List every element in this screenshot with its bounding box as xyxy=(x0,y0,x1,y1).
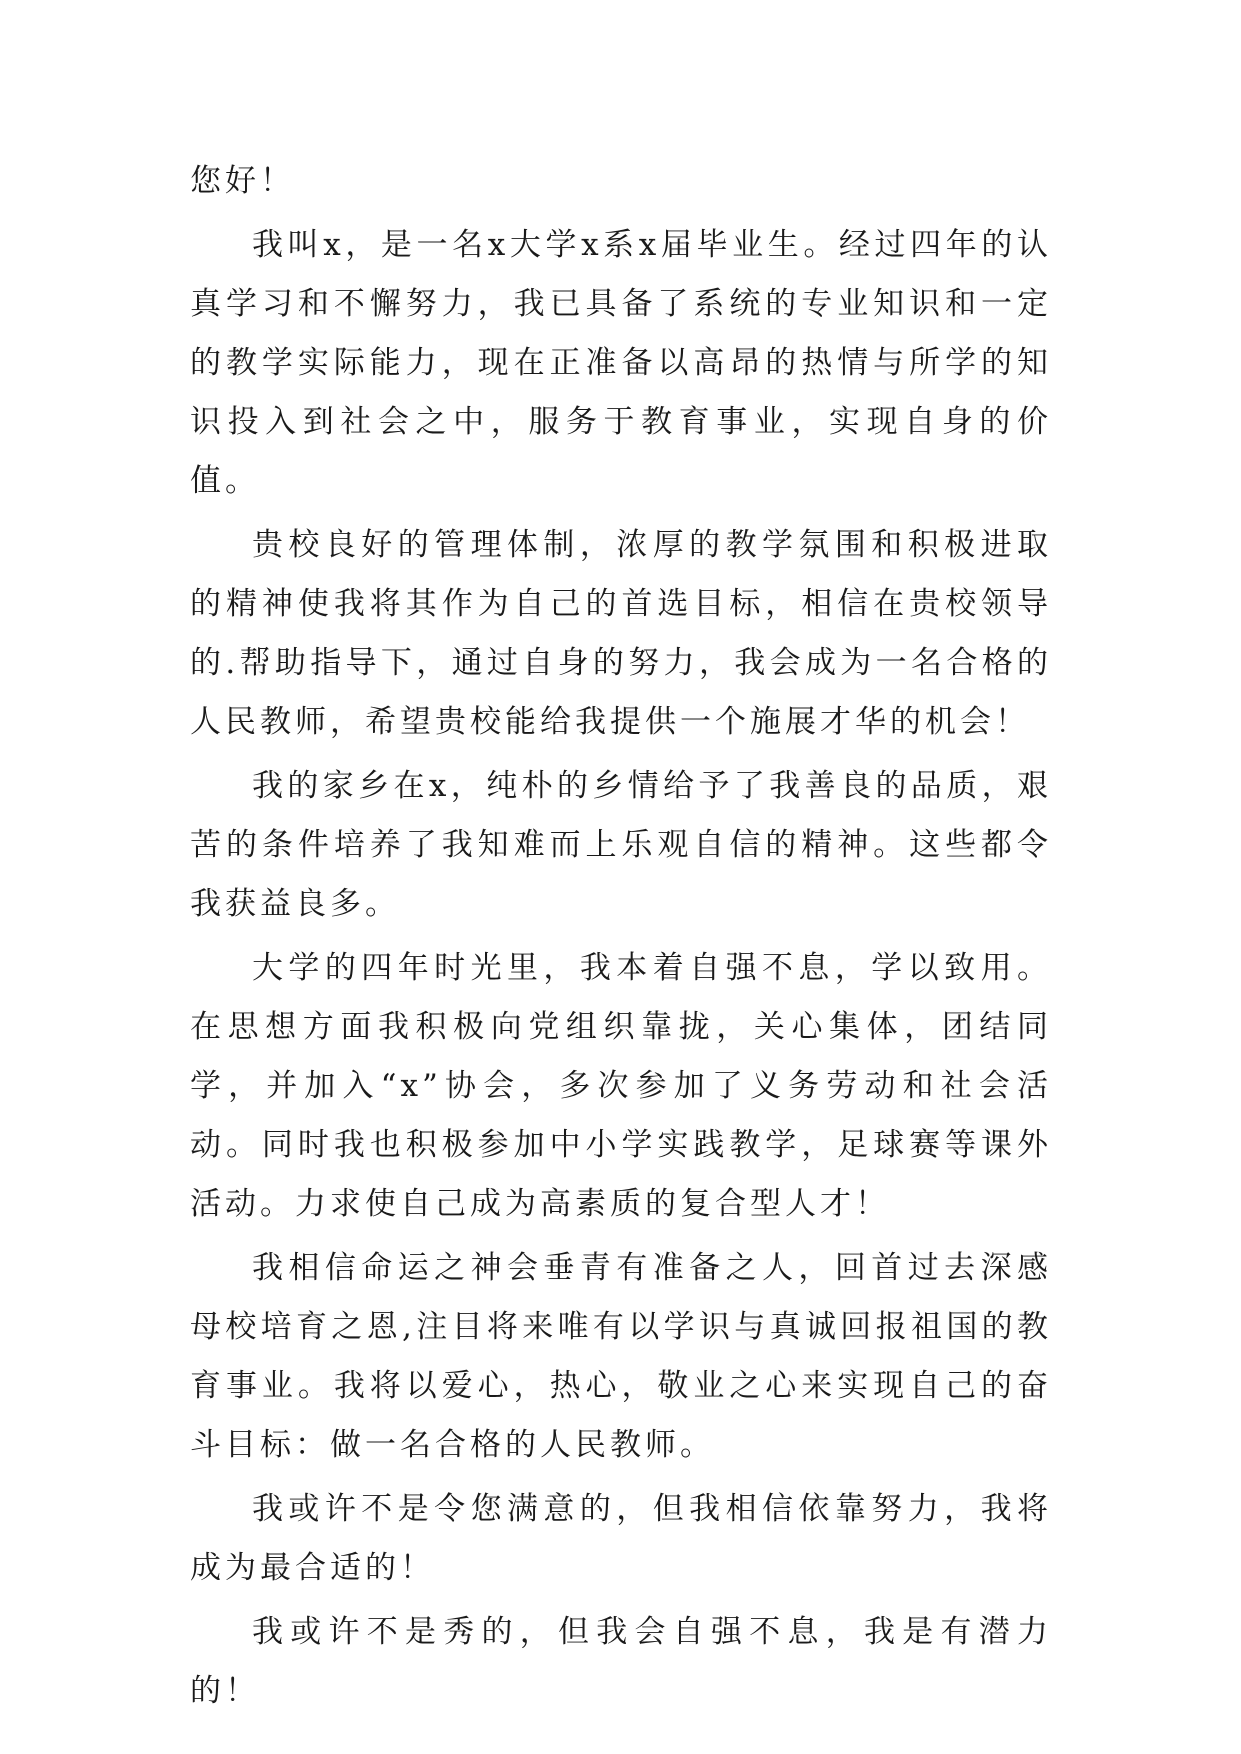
paragraph-hometown: 我的家乡在x，纯朴的乡情给予了我善良的品质，艰苦的条件培养了我知难而上乐观自信的精神。这些都令我获益良多。 xyxy=(190,768,1052,922)
paragraph-university: 大学的四年时光里，我本着自强不息，学以致用。在思想方面我积极向党组织靠拢，关心集体，团结同学，并加入“x”协会，多次参加了义务劳动和社会活动。同时我也积极参加中小学实践教学，足球赛等课外活动。力求使自己成为高素质的复合型人才！ xyxy=(190,950,1052,1222)
paragraph-introduction: 我叫x，是一名x大学x系x届毕业生。经过四年的认真学习和不懈努力，我已具备了系统的专业知识和一定的教学实际能力，现在正准备以高昂的热情与所学的知识投入到社会之中，服务于教育事业，实现自身的价值。 xyxy=(190,227,1052,499)
paragraph-school-choice: 贵校良好的管理体制，浓厚的教学氛围和积极进取的精神使我将其作为自己的首选目标，相信在贵校领导的.帮助指导下，通过自身的努力，我会成为一名合格的人民教师，希望贵校能给我提供一个施展才华的机会！ xyxy=(190,527,1052,740)
salutation: 您好！ xyxy=(190,163,295,199)
paragraph-belief: 我相信命运之神会垂青有准备之人，回首过去深感母校培育之恩,注目将来唯有以学识与真诚回报祖国的教育事业。我将以爱心，热心，敬业之心来实现自己的奋斗目标：做一名合格的人民教师。 xyxy=(190,1250,1052,1463)
paragraph-potential: 我或许不是秀的，但我会自强不息，我是有潜力的！ xyxy=(190,1614,1052,1709)
paragraph-effort: 我或许不是令您满意的，但我相信依靠努力，我将成为最合适的！ xyxy=(190,1491,1052,1586)
letter-body xyxy=(190,152,1052,1726)
